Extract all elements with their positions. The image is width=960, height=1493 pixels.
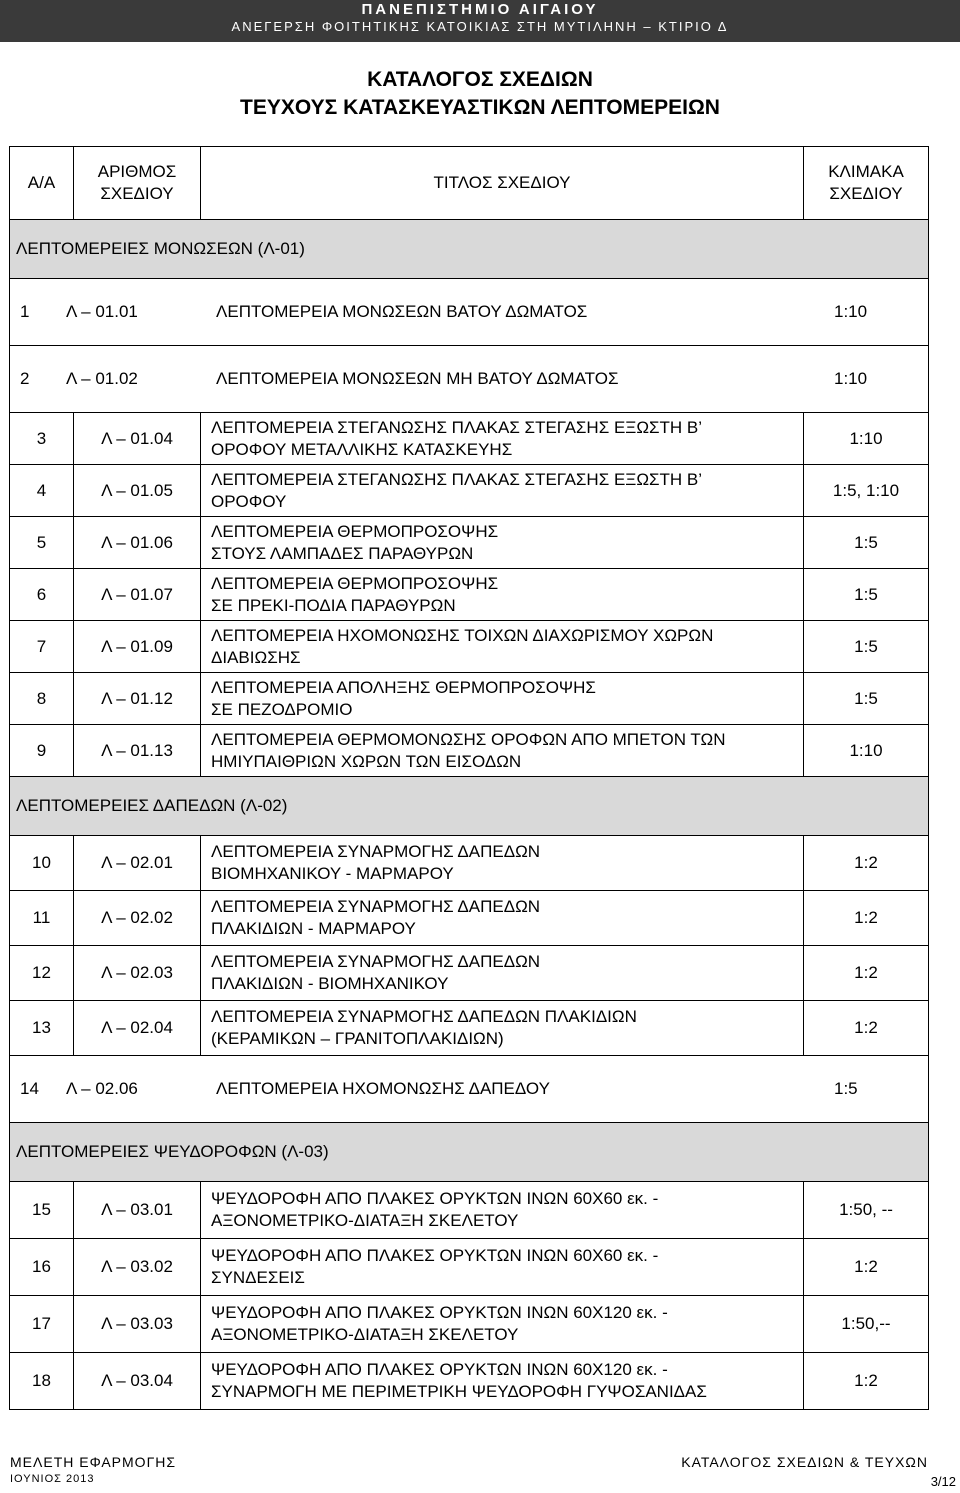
- row-number: Λ – 01.06: [74, 517, 201, 569]
- row-aa: 6: [10, 569, 74, 621]
- table-row: [10, 279, 929, 346]
- row-scale: 1:2: [804, 1353, 929, 1410]
- section-title: ΛΕΠΤΟΜΕΡΕΙΕΣ ΔΑΠΕΔΩΝ (Λ-02): [10, 777, 929, 836]
- page-number: 3/12: [930, 1474, 956, 1489]
- row-aa: 12: [10, 946, 74, 1001]
- row-number: Λ – 01.04: [74, 413, 201, 465]
- footer-doc-name: ΚΑΤΑΛΟΓΟΣ ΣΧΕΔΙΩΝ & ΤΕΥΧΩΝ: [681, 1454, 928, 1470]
- row-title-line2: ΟΡΟΦΟΥ: [211, 491, 287, 511]
- row-title: [201, 1353, 804, 1410]
- table-row: [10, 465, 929, 517]
- row-title-line1: ΛΕΠΤΟΜΕΡΕΙΑ ΣΤΕΓΑΝΩΣΗΣ ΠΛΑΚΑΣ ΣΤΕΓΑΣΗΣ ΕΞΩΣΤΗ Β’: [211, 469, 703, 489]
- row-title: [201, 1296, 804, 1353]
- row-number: Λ – 02.01: [74, 836, 201, 891]
- col-header-scale: [804, 147, 929, 220]
- row-title: ΛΕΠΤΟΜΕΡΕΙΑ ΜΟΝΩΣΕΩΝ ΜΗ ΒΑΤΟΥ ΔΩΜΑΤΟΣ: [216, 369, 619, 388]
- table-row: [10, 673, 929, 725]
- col-header-number-line2: ΣΧΕΔΙΟΥ: [100, 184, 174, 203]
- row-number: Λ – 02.04: [74, 1001, 201, 1056]
- table-row: [10, 1182, 929, 1239]
- row-title-line2: ΣΤΟΥΣ ΛΑΜΠΑΔΕΣ ΠΑΡΑΘΥΡΩΝ: [211, 543, 474, 563]
- document-title: [0, 66, 960, 122]
- title-line-2: ΤΕΥΧΟΥΣ ΚΑΤΑΣΚΕΥΑΣΤΙΚΩΝ ΛΕΠΤΟΜΕΡΕΙΩΝ: [240, 96, 720, 119]
- row-number: Λ – 03.01: [74, 1182, 201, 1239]
- row-title-line1: ΨΕΥΔΟΡΟΦΗ ΑΠΟ ΠΛΑΚΕΣ ΟΡΥΚΤΩΝ ΙΝΩΝ 60Χ120 εκ. -: [211, 1303, 668, 1322]
- row-title-line2: ΣΕ ΠΡΕΚΙ-ΠΟΔΙΑ ΠΑΡΑΘΥΡΩΝ: [211, 595, 456, 615]
- row-title-line2: ΟΡΟΦΟΥ ΜΕΤΑΛΛΙΚΗΣ ΚΑΤΑΣΚΕΥΗΣ: [211, 439, 513, 459]
- row-title-line1: ΛΕΠΤΟΜΕΡΕΙΑ ΣΥΝΑΡΜΟΓΗΣ ΔΑΠΕΔΩΝ: [211, 952, 541, 971]
- col-header-aa: Α/Α: [10, 147, 74, 220]
- row-title-line1: ΛΕΠΤΟΜΕΡΕΙΑ ΑΠΟΛΗΞΗΣ ΘΕΡΜΟΠΡΟΣΟΨΗΣ: [211, 677, 596, 697]
- row-scale: 1:50,--: [804, 1296, 929, 1353]
- row-title-line1: ΛΕΠΤΟΜΕΡΕΙΑ ΣΥΝΑΡΜΟΓΗΣ ΔΑΠΕΔΩΝ: [211, 842, 541, 861]
- row-number: Λ – 03.02: [74, 1239, 201, 1296]
- row-title-line1: ΨΕΥΔΟΡΟΦΗ ΑΠΟ ΠΛΑΚΕΣ ΟΡΥΚΤΩΝ ΙΝΩΝ 60Χ60 εκ. -: [211, 1246, 659, 1265]
- table-row: [10, 517, 929, 569]
- row-number: Λ – 03.03: [74, 1296, 201, 1353]
- row-title: [201, 673, 804, 725]
- row-scale: 1:5: [804, 517, 929, 569]
- table-row: [10, 1296, 929, 1353]
- row-number: Λ – 02.03: [74, 946, 201, 1001]
- row-scale: 1:2: [804, 891, 929, 946]
- row-inline-cell: [10, 346, 929, 413]
- row-title: [201, 1239, 804, 1296]
- row-title: [201, 891, 804, 946]
- row-title-line2: ΣΥΝΔΕΣΕΙΣ: [211, 1268, 305, 1287]
- row-title: [201, 1001, 804, 1056]
- row-aa: 13: [10, 1001, 74, 1056]
- row-scale: 1:10: [834, 369, 868, 388]
- table-header-row: [10, 147, 929, 220]
- row-scale: 1:10: [804, 413, 929, 465]
- row-title-line1: ΨΕΥΔΟΡΟΦΗ ΑΠΟ ΠΛΑΚΕΣ ΟΡΥΚΤΩΝ ΙΝΩΝ 60Χ60 εκ. -: [211, 1189, 659, 1208]
- row-title-line2: ΣΥΝΑΡΜΟΓΗ ΜΕ ΠΕΡΙΜΕΤΡΙΚΗ ΨΕΥΔΟΡΟΦΗ ΓΥΨΟΣΑΝΙΔΑΣ: [211, 1382, 707, 1401]
- row-title-line1: ΨΕΥΔΟΡΟΦΗ ΑΠΟ ΠΛΑΚΕΣ ΟΡΥΚΤΩΝ ΙΝΩΝ 60Χ120 εκ. -: [211, 1360, 668, 1379]
- row-aa: 16: [10, 1239, 74, 1296]
- row-aa: 11: [10, 891, 74, 946]
- table-row: [10, 725, 929, 777]
- header-institution: ΠΑΝΕΠΙΣΤΗΜΙΟ ΑΙΓΑΙΟΥ: [361, 1, 599, 18]
- row-number: Λ – 01.07: [74, 569, 201, 621]
- row-title-line2: ΣΕ ΠΕΖΟΔΡΟΜΙΟ: [211, 699, 353, 719]
- table-row: [10, 346, 929, 413]
- row-title-line1: ΛΕΠΤΟΜΕΡΕΙΑ ΣΤΕΓΑΝΩΣΗΣ ΠΛΑΚΑΣ ΣΤΕΓΑΣΗΣ ΕΞΩΣΤΗ Β’: [211, 417, 703, 437]
- row-title-line1: ΛΕΠΤΟΜΕΡΕΙΑ ΘΕΡΜΟΠΡΟΣΟΨΗΣ: [211, 573, 499, 593]
- row-title: [201, 621, 804, 673]
- row-number: Λ – 02.06: [66, 1079, 138, 1098]
- row-aa: 4: [10, 465, 74, 517]
- row-title: ΛΕΠΤΟΜΕΡΕΙΑ ΜΟΝΩΣΕΩΝ ΒΑΤΟΥ ΔΩΜΑΤΟΣ: [216, 302, 588, 321]
- row-title-line2: (ΚΕΡΑΜΙΚΩΝ – ΓΡΑΝΙΤΟΠΛΑΚΙΔΙΩΝ): [211, 1029, 504, 1048]
- table-row: [10, 1353, 929, 1410]
- row-title: [201, 725, 804, 777]
- row-number: Λ – 01.02: [66, 369, 138, 388]
- footer-date: ΙΟΥΝΙΟΣ 2013: [10, 1473, 95, 1485]
- row-aa: 15: [10, 1182, 74, 1239]
- row-scale: 1:5: [804, 673, 929, 725]
- footer-study: ΜΕΛΕΤΗ ΕΦΑΡΜΟΓΗΣ: [10, 1454, 177, 1470]
- table-row: [10, 836, 929, 891]
- row-scale: 1:5: [834, 1079, 858, 1098]
- row-number: Λ – 01.09: [74, 621, 201, 673]
- row-title-line2: ΠΛΑΚΙΔΙΩΝ - ΜΑΡΜΑΡΟΥ: [211, 919, 416, 938]
- col-header-title: ΤΙΤΛΟΣ ΣΧΕΔΙΟΥ: [201, 147, 804, 220]
- row-number: Λ – 01.01: [66, 302, 138, 321]
- row-aa: 18: [10, 1353, 74, 1410]
- table-row: [10, 1001, 929, 1056]
- row-number: Λ – 02.02: [74, 891, 201, 946]
- page-header: [0, 0, 960, 42]
- row-aa: 7: [10, 621, 74, 673]
- row-title-line1: ΛΕΠΤΟΜΕΡΕΙΑ ΘΕΡΜΟΠΡΟΣΟΨΗΣ: [211, 521, 499, 541]
- row-number: Λ – 03.04: [74, 1353, 201, 1410]
- row-scale: 1:50, --: [804, 1182, 929, 1239]
- col-header-number-line1: ΑΡΙΘΜΟΣ: [97, 162, 177, 181]
- row-scale: 1:10: [834, 302, 868, 321]
- row-title: ΛΕΠΤΟΜΕΡΕΙΑ ΗΧΟΜΟΝΩΣΗΣ ΔΑΠΕΔΟΥ: [216, 1079, 550, 1098]
- row-number: Λ – 01.12: [74, 673, 201, 725]
- row-scale: 1:2: [804, 1239, 929, 1296]
- row-aa: 14: [20, 1079, 39, 1098]
- row-title-line2: ΑΞΟΝΟΜΕΤΡΙΚΟ-ΔΙΑΤΑΞΗ ΣΚΕΛΕΤΟΥ: [211, 1211, 519, 1230]
- row-title-line2: ΒΙΟΜΗΧΑΝΙΚΟΥ - ΜΑΡΜΑΡΟΥ: [211, 864, 454, 883]
- row-title: [201, 946, 804, 1001]
- table-row: [10, 621, 929, 673]
- row-aa: 2: [20, 369, 30, 388]
- section-header-row: [10, 220, 929, 279]
- row-scale: 1:2: [804, 836, 929, 891]
- row-title-line2: ΗΜΙΥΠΑΙΘΡΙΩΝ ΧΩΡΩΝ ΤΩΝ ΕΙΣΟΔΩΝ: [211, 751, 522, 771]
- row-title: [201, 413, 804, 465]
- row-title-line1: ΛΕΠΤΟΜΕΡΕΙΑ ΣΥΝΑΡΜΟΓΗΣ ΔΑΠΕΔΩΝ: [211, 897, 541, 916]
- table-row: [10, 1239, 929, 1296]
- row-aa: 1: [20, 302, 30, 321]
- row-title: [201, 1182, 804, 1239]
- section-header-row: [10, 777, 929, 836]
- row-title-line1: ΛΕΠΤΟΜΕΡΕΙΑ ΘΕΡΜΟΜΟΝΩΣΗΣ ΟΡΟΦΩΝ ΑΠΟ ΜΠΕΤΟΝ ΤΩΝ: [211, 729, 726, 749]
- row-scale: 1:5: [804, 569, 929, 621]
- col-header-scale-line2: ΣΧΕΔΙΟΥ: [829, 184, 903, 203]
- row-title-line1: ΛΕΠΤΟΜΕΡΕΙΑ ΗΧΟΜΟΝΩΣΗΣ ΤΟΙΧΩΝ ΔΙΑΧΩΡΙΣΜΟΥ ΧΩΡΩΝ: [211, 625, 714, 645]
- row-scale: 1:2: [804, 1001, 929, 1056]
- row-title: [201, 836, 804, 891]
- row-title-line2: ΑΞΟΝΟΜΕΤΡΙΚΟ-ΔΙΑΤΑΞΗ ΣΚΕΛΕΤΟΥ: [211, 1325, 519, 1344]
- section-title: ΛΕΠΤΟΜΕΡΕΙΕΣ ΜΟΝΩΣΕΩΝ (Λ-01): [10, 220, 929, 279]
- row-scale: 1:5, 1:10: [804, 465, 929, 517]
- drawings-table: [9, 146, 929, 1410]
- row-title-line2: ΠΛΑΚΙΔΙΩΝ - ΒΙΟΜΗΧΑΝΙΚΟΥ: [211, 974, 449, 993]
- row-number: Λ – 01.13: [74, 725, 201, 777]
- col-header-number: [74, 147, 201, 220]
- row-title: [201, 465, 804, 517]
- row-aa: 5: [10, 517, 74, 569]
- row-aa: 10: [10, 836, 74, 891]
- row-scale: 1:5: [804, 621, 929, 673]
- row-aa: 17: [10, 1296, 74, 1353]
- title-line-1: ΚΑΤΑΛΟΓΟΣ ΣΧΕΔΙΩΝ: [367, 68, 593, 91]
- col-header-scale-line1: ΚΛΙΜΑΚΑ: [828, 162, 904, 181]
- row-title-line2: ΔΙΑΒΙΩΣΗΣ: [211, 647, 301, 667]
- table-row: [10, 1056, 929, 1123]
- table-row: [10, 946, 929, 1001]
- table-row: [10, 569, 929, 621]
- row-number: Λ – 01.05: [74, 465, 201, 517]
- row-title: [201, 517, 804, 569]
- row-title: [201, 569, 804, 621]
- row-aa: 3: [10, 413, 74, 465]
- section-header-row: [10, 1123, 929, 1182]
- row-title-line1: ΛΕΠΤΟΜΕΡΕΙΑ ΣΥΝΑΡΜΟΓΗΣ ΔΑΠΕΔΩΝ ΠΛΑΚΙΔΙΩΝ: [211, 1007, 637, 1026]
- table-row: [10, 891, 929, 946]
- row-aa: 8: [10, 673, 74, 725]
- row-aa: 9: [10, 725, 74, 777]
- row-inline-cell: [10, 1056, 929, 1123]
- header-project: ΑΝΕΓΕΡΣΗ ΦΟΙΤΗΤΙΚΗΣ ΚΑΤΟΙΚΙΑΣ ΣΤΗ ΜΥΤΙΛΗΝΗ – ΚΤΙΡΙΟ Δ: [231, 19, 729, 34]
- table-row: [10, 413, 929, 465]
- row-scale: 1:2: [804, 946, 929, 1001]
- section-title: ΛΕΠΤΟΜΕΡΕΙΕΣ ΨΕΥΔΟΡΟΦΩΝ (Λ-03): [10, 1123, 929, 1182]
- row-scale: 1:10: [804, 725, 929, 777]
- row-inline-cell: [10, 279, 929, 346]
